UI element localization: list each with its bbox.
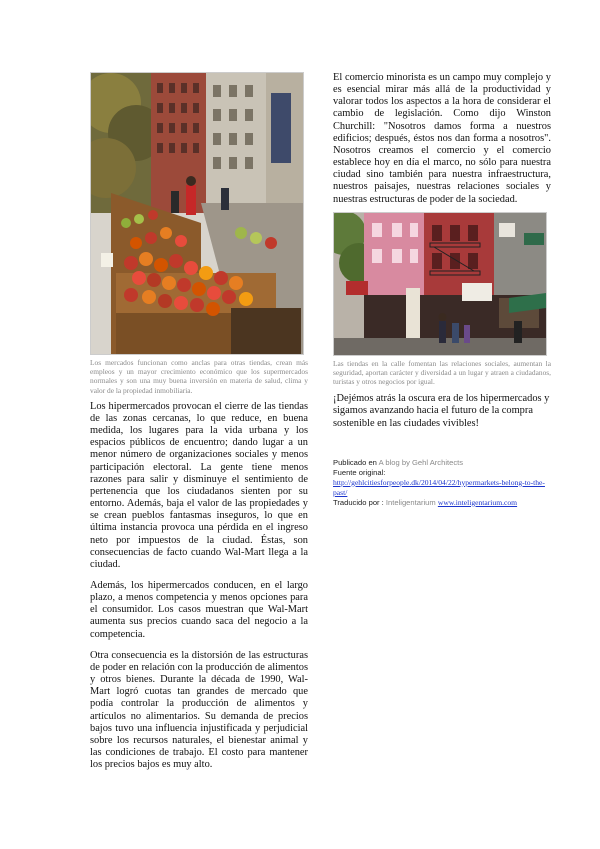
published-line — [333, 458, 551, 468]
market-photo — [90, 72, 304, 355]
article-credits — [333, 458, 551, 508]
paragraph-power-distortion: Otra consecuencia es la distorsión de las estructuras de poder en relación con la producción de alimentos y otros bienes. Durante la década de 1990, Wal-Mart logró cuotas tan grandes de mercado que podía controlar la producción de alimentos y artículos no alimentarios. Su demanda de precios bajos tuvo una influencia injustificada y perjudicial sobre los recursos naturales, el bienestar animal y las condiciones de trabajo. El costo para mantener los precios bajos es muy alto. — [90, 649, 308, 771]
translated-line — [333, 498, 551, 508]
translated-label: Traducido por : — [333, 497, 384, 507]
left-column — [90, 72, 308, 780]
closing-paragraph: ¡Dejémos atrás la oscura era de los hipermercados y sigamos avanzando hacia el futuro de la compra sostenible en las ciudades vivibles! — [333, 393, 550, 429]
right-column — [333, 72, 551, 508]
translated-name: Inteligentarium — [385, 497, 436, 507]
translator-link[interactable]: www.inteligentarium.com — [437, 497, 518, 507]
source-link[interactable]: http://gehlcitiesforpeople.dk/2014/04/22/hypermarkets-belong-to-the-past/ — [333, 477, 545, 497]
street-shops-photo-caption: Las tiendas en la calle fomentan las relaciones sociales, aumentan la seguridad, aportan carácter y diversidad a un lugar y atraen a ciudadanos, turistas y otros negocios por igual. — [333, 358, 551, 387]
street-shops-photo — [333, 212, 547, 356]
market-photo-caption: Los mercados funcionan como anclas para otras tiendas, crean más empleos y un mayor crecimiento económico que los supermercados normales y son una muy buena inversión en materia de salud, clima y valor de la propiedad inmobiliaria. — [90, 358, 308, 395]
paragraph-retail-complex: El comercio minorista es un campo muy complejo y es esencial mirar más allá de la productividad y valorar todos los aspectos a la hora de considerar el cambio de legislación. Como dijo Winston Churchill: "Nosotros damos forma a nuestros edificios; después, éstos nos dan forma a nosotros". Nosotros creamos el comercio y el comercio establece hoy en día el marco, no sólo para nuestra ciudad sino también para nuestra infraestructura, nuestros paisajes, nuestras relaciones sociales y nuestras estructuras de poder de la sociedad. — [333, 72, 551, 205]
paragraph-hypermarket-closures: Los hipermercados provocan el cierre de las tiendas de las zonas cercanas, lo que reduce, en buena medida, los lugares para la vida urbana y los espacios públicos de encuentro; dando lugar a un menor número de organizaciones sociales y menos participación electoral. La gente tiene menos razones para salir y disminuye el sentimiento de pertenencia que los ciudadanos sienten por su entorno. Además, baja el valor de las propiedades y se crean pueblos fantasmas inseguros, lo que en última instancia provoca una pérdida en el ingreso neto por impuestos de la ciudad. Éstas, son consecuencias de facto cuando Wal-Mart llega a la ciudad. — [90, 400, 308, 570]
source-label: Fuente original: — [333, 467, 386, 477]
published-label: Publicado en — [333, 457, 377, 467]
published-value: A blog by Gehl Architects — [378, 457, 464, 467]
paragraph-less-competition: Además, los hipermercados conducen, en el largo plazo, a menos competencia y menos opciones para el consumidor. Los casos muestran que Wal-Mart aumenta sus precios cuando saca del negocio a la competencia. — [90, 580, 308, 640]
